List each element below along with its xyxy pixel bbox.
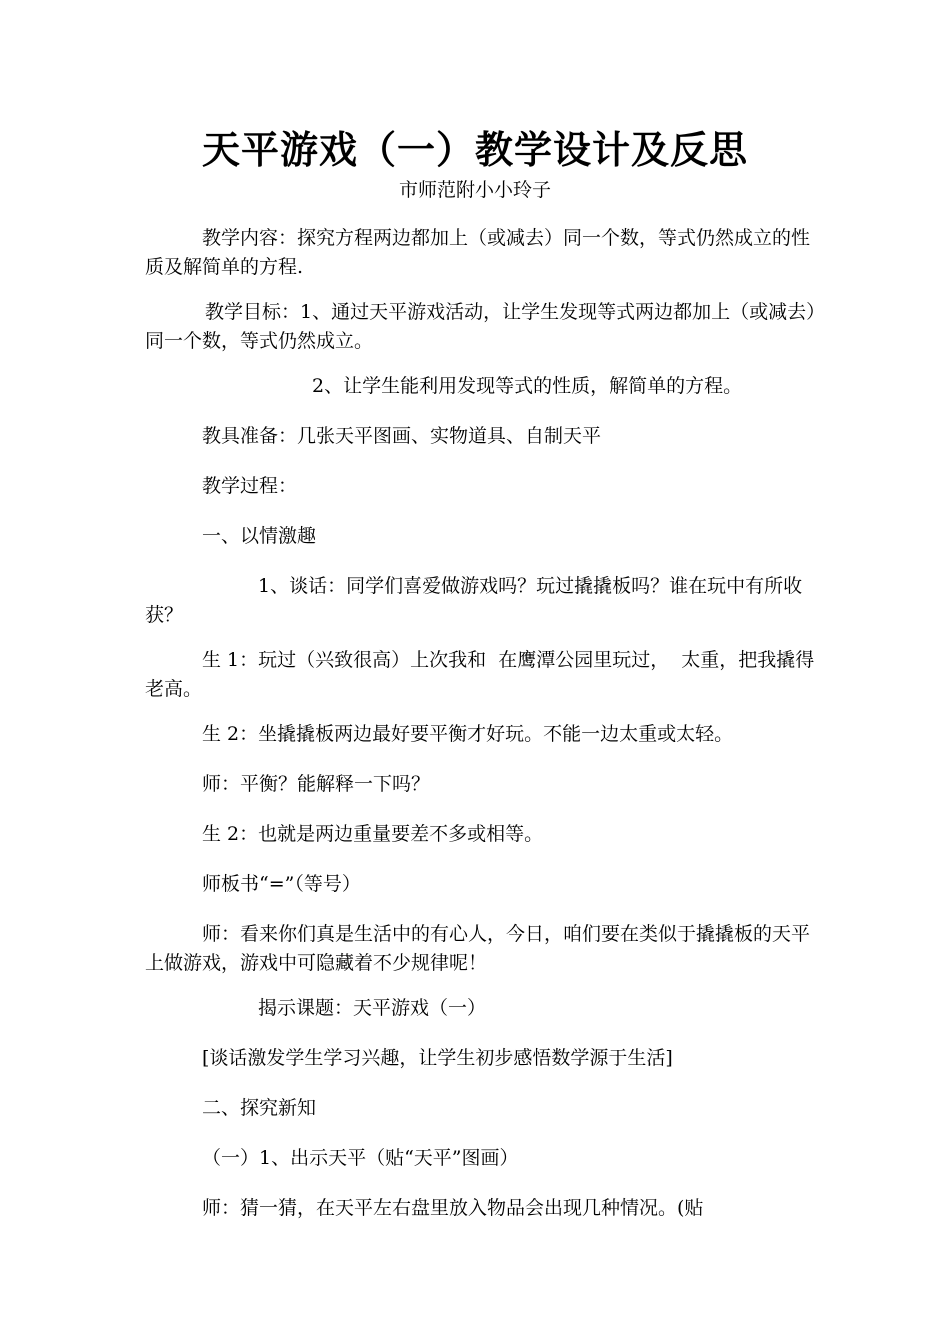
paragraph-teaching-aids: 教具准备：几张天平图画、实物道具、自制天平 (202, 425, 602, 447)
document-title: 天平游戏（一）教学设计及反思 (201, 127, 748, 172)
paragraph-board-writing: 师板书“=”（等号） (202, 873, 361, 895)
paragraph-topic: 揭示课题：天平游戏（一） (258, 997, 487, 1019)
paragraph-student-1: 生 1：玩过（兴致很高）上次我和 在鹰潭公园里玩过， 太重，把我撬得老高。 (145, 649, 815, 700)
paragraph-objective-1: 教学目标：1、通过天平游戏活动，让学生发现等式两边都加上（或减去）同一个数，等式仍然成立。 (145, 301, 816, 352)
paragraph-teacher-question: 师：平衡？能解释一下吗？ (202, 773, 431, 795)
document-author: 市师范附小小玲子 (398, 179, 551, 201)
paragraph-process: 教学过程： (202, 475, 298, 497)
paragraph-student-2-answer: 生 2：也就是两边重量要差不多或相等。 (202, 823, 544, 845)
section-heading-2: 二、探究新知 (202, 1097, 317, 1119)
paragraph-student-2: 生 2：坐撬撬板两边最好要平衡才好玩。不能一边太重或太轻。 (202, 723, 734, 745)
paragraph-talk: 1、谈话：同学们喜爱做游戏吗？玩过撬撬板吗？谁在玩中有所收获？ (145, 575, 803, 626)
paragraph-note: [谈话激发学生学习兴趣，让学生初步感悟数学源于生活] (202, 1047, 673, 1069)
paragraph-guess: 师：猜一猜，在天平左右盘里放入物品会出现几种情况。(贴 (202, 1197, 704, 1219)
paragraph-teacher-intro: 师：看来你们真是生活中的有心人，今日，咱们要在类似于撬撬板的天平上做游戏，游戏中可隐藏着不少规律呢！ (145, 923, 811, 974)
section-heading-1: 一、以情激趣 (202, 525, 317, 547)
paragraph-content: 教学内容：探究方程两边都加上（或减去）同一个数，等式仍然成立的性质及解简单的方程. (145, 227, 811, 278)
paragraph-show-balance: （一）1、出示天平（贴“天平”图画） (202, 1147, 519, 1169)
paragraph-objective-2: 2、让学生能利用发现等式的性质，解简单的方程。 (312, 375, 743, 397)
